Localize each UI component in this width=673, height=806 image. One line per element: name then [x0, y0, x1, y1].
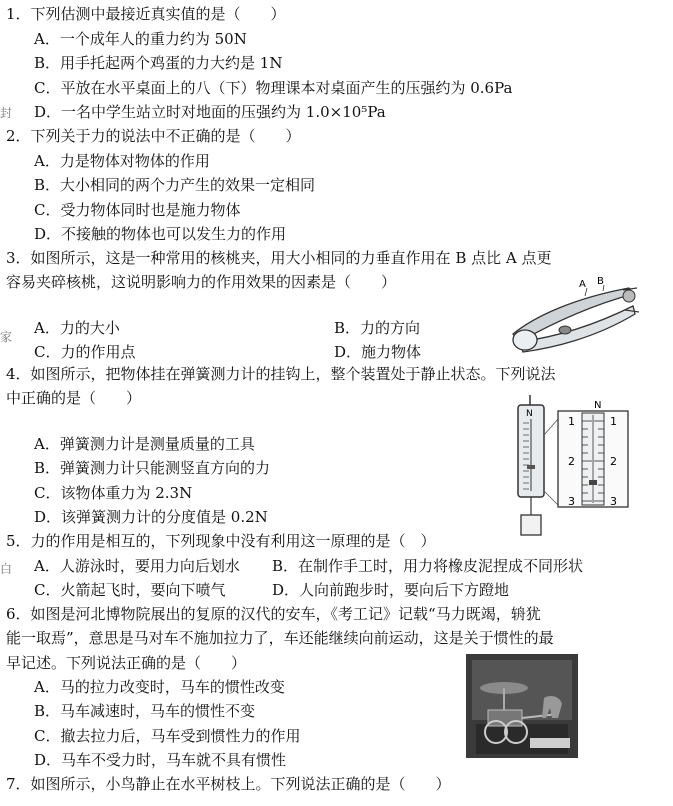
figure-label-b: B	[597, 276, 604, 287]
zoom-tick-right-2: 2	[610, 455, 617, 468]
q6-option-d: D．马车不受力时，马车就不具有惯性	[34, 751, 287, 769]
q6-stem-line-2: 能一取焉”，意思是马对车不施加拉力了，车还能继续向前运动，这是关于惯性的最	[6, 629, 554, 647]
q3-option-c: C．力的作用点	[34, 343, 136, 361]
scale-unit-label: N	[526, 409, 533, 419]
zoom-tick-right-3: 3	[610, 495, 617, 508]
q1-stem: 1．下列估测中最接近真实值的是（ ）	[6, 5, 286, 23]
zoom-tick-right-1: 1	[610, 415, 617, 428]
q4-stem-line-1: 4．如图所示，把物体挂在弹簧测力计的挂钩上，整个装置处于静止状态。下列说法	[6, 365, 556, 383]
q2-option-d: D．不接触的物体也可以发生力的作用	[34, 225, 287, 243]
q5-option-c: C．火箭起飞时，要向下喷气	[34, 581, 226, 599]
q1-option-a: A．一个成年人的重力约为 50N	[34, 30, 247, 48]
q5-stem: 5．力的作用是相互的，下列现象中没有利用这一原理的是（ ）	[6, 532, 436, 550]
zoom-unit-label: N	[594, 400, 602, 411]
q4-option-c: C．该物体重力为 2.3N	[34, 484, 193, 502]
q2-option-b: B．大小相同的两个力产生的效果一定相同	[34, 176, 316, 194]
q2-option-a: A．力是物体对物体的作用	[34, 152, 210, 170]
q1-option-c: C．平放在水平桌面上的八（下）物理课本对桌面产生的压强约为 0.6Pa	[34, 79, 513, 97]
q2-option-c: C．受力物体同时也是施力物体	[34, 201, 241, 219]
zoom-tick-left-3: 3	[568, 495, 575, 508]
q6-stem-line-3: 早记述。下列说法正确的是（ ）	[6, 654, 247, 672]
q3-option-d: D．施力物体	[334, 343, 422, 361]
q7-stem: 7．如图所示，小鸟静止在水平树枝上。下列说法正确的是（ ）	[6, 775, 451, 793]
zoom-tick-left-2: 2	[568, 455, 575, 468]
margin-mark: 封	[0, 106, 13, 120]
q4-option-b: B．弹簧测力计只能测竖直方向的力	[34, 459, 271, 477]
q5-option-b: B．在制作手工时，用力将橡皮泥捏成不同形状	[272, 557, 584, 575]
q5-option-d: D．人向前跑步时，要向后下方蹬地	[272, 581, 510, 599]
q6-option-c: C．撤去拉力后，马车受到惯性力的作用	[34, 727, 301, 745]
q4-stem-line-2: 中正确的是（ ）	[6, 389, 142, 407]
q1-option-d: D．一名中学生站立时对地面的压强约为 1.0×10⁵Pa	[34, 103, 386, 121]
q2-stem: 2．下列关于力的说法中不正确的是（ ）	[6, 127, 301, 145]
q3-stem-line-1: 3．如图所示，这是一种常用的核桃夹，用大小相同的力垂直作用在 B 点比 A 点更	[6, 249, 552, 267]
q4-option-d: D．该弹簧测力计的分度值是 0.2N	[34, 508, 268, 526]
figure-label-a: A	[579, 279, 586, 290]
margin-mark: 白	[0, 562, 13, 576]
q3-option-a: A．力的大小	[34, 319, 120, 337]
q5-option-a: A．人游泳时，要用力向后划水	[34, 557, 240, 575]
zoom-tick-left-1: 1	[568, 415, 575, 428]
carriage-photo	[466, 654, 578, 758]
nutcracker-figure	[505, 276, 645, 360]
q6-option-a: A．马的拉力改变时，马车的惯性改变	[34, 678, 285, 696]
q3-stem-line-2: 容易夹碎核桃，这说明影响力的作用效果的因素是（ ）	[6, 273, 397, 291]
q6-stem-line-1: 6．如图是河北博物院展出的复原的汉代的安车，《考工记》记载“马力既竭，辀犹	[6, 605, 541, 623]
q3-option-b: B．力的方向	[334, 319, 421, 337]
margin-mark: 家	[0, 330, 13, 344]
spring-scale-figure	[510, 395, 640, 545]
q6-option-b: B．马车减速时，马车的惯性不变	[34, 702, 256, 720]
q1-option-b: B．用手托起两个鸡蛋的力大约是 1N	[34, 54, 283, 72]
q4-option-a: A．弹簧测力计是测量质量的工具	[34, 435, 255, 453]
